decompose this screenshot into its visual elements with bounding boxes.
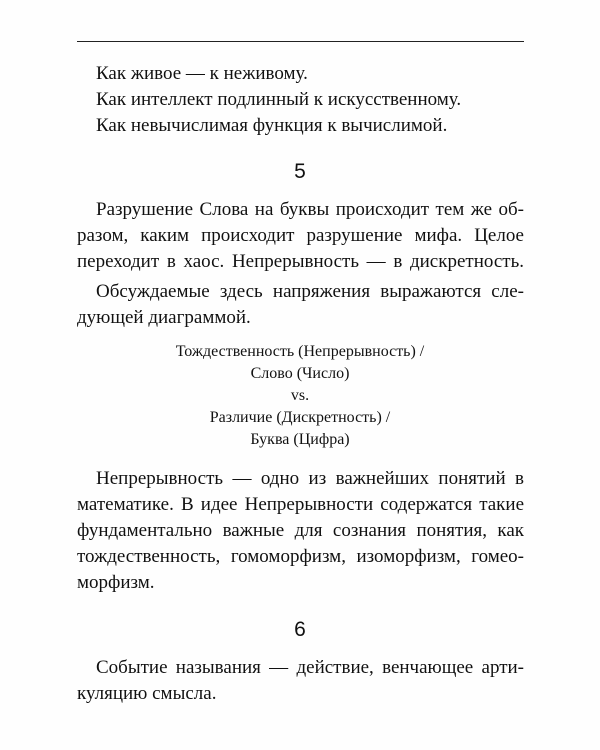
verse-line-3: Как невычислимая функция к вычислимой.	[96, 115, 448, 136]
para-3-line-5: морфизм.	[77, 572, 155, 593]
verse-line-1: Как живое — к неживому.	[96, 63, 308, 84]
verse-line-2: Как интеллект подлинный к искусственному.	[96, 89, 462, 110]
section-number-5: 5	[294, 160, 306, 183]
header-rule	[77, 41, 524, 42]
para-4-line-2: куляцию смысла.	[77, 683, 217, 704]
diagram-line-4: Различие (Дискретность) /	[209, 409, 391, 426]
para-1-line-2: разом, каким происходит разрушение мифа. Целое	[77, 225, 524, 246]
section-number-6: 6	[294, 618, 306, 641]
para-3-line-4: тождественность, гомоморфизм, изоморфизм, гомео-	[77, 546, 524, 567]
para-4-line-1: Событие называния — действие, венчающее арти-	[96, 657, 524, 678]
para-2-line-2: дующей диаграммой.	[77, 307, 251, 328]
para-2-line-1: Обсуждаемые здесь напряжения выражаются сле-	[96, 281, 524, 302]
para-1-line-3: переходит в хаос. Непрерывность — в дискретность.	[77, 251, 524, 272]
diagram-line-1: Тождественность (Непрерывность) /	[175, 343, 425, 360]
para-1-line-1: Разрушение Слова на буквы происходит тем же об-	[96, 199, 524, 220]
diagram-line-3: vs.	[290, 387, 310, 404]
para-3-line-1: Непрерывность — одно из важнейших понятий в	[96, 468, 524, 489]
diagram-line-5: Буква (Цифра)	[250, 431, 350, 448]
para-3-line-3: фундаментально важные для сознания понятия, как	[77, 520, 524, 541]
para-3-line-2: математике. В идее Непрерывности содержатся такие	[77, 494, 524, 515]
diagram-line-2: Слово (Число)	[250, 365, 350, 382]
